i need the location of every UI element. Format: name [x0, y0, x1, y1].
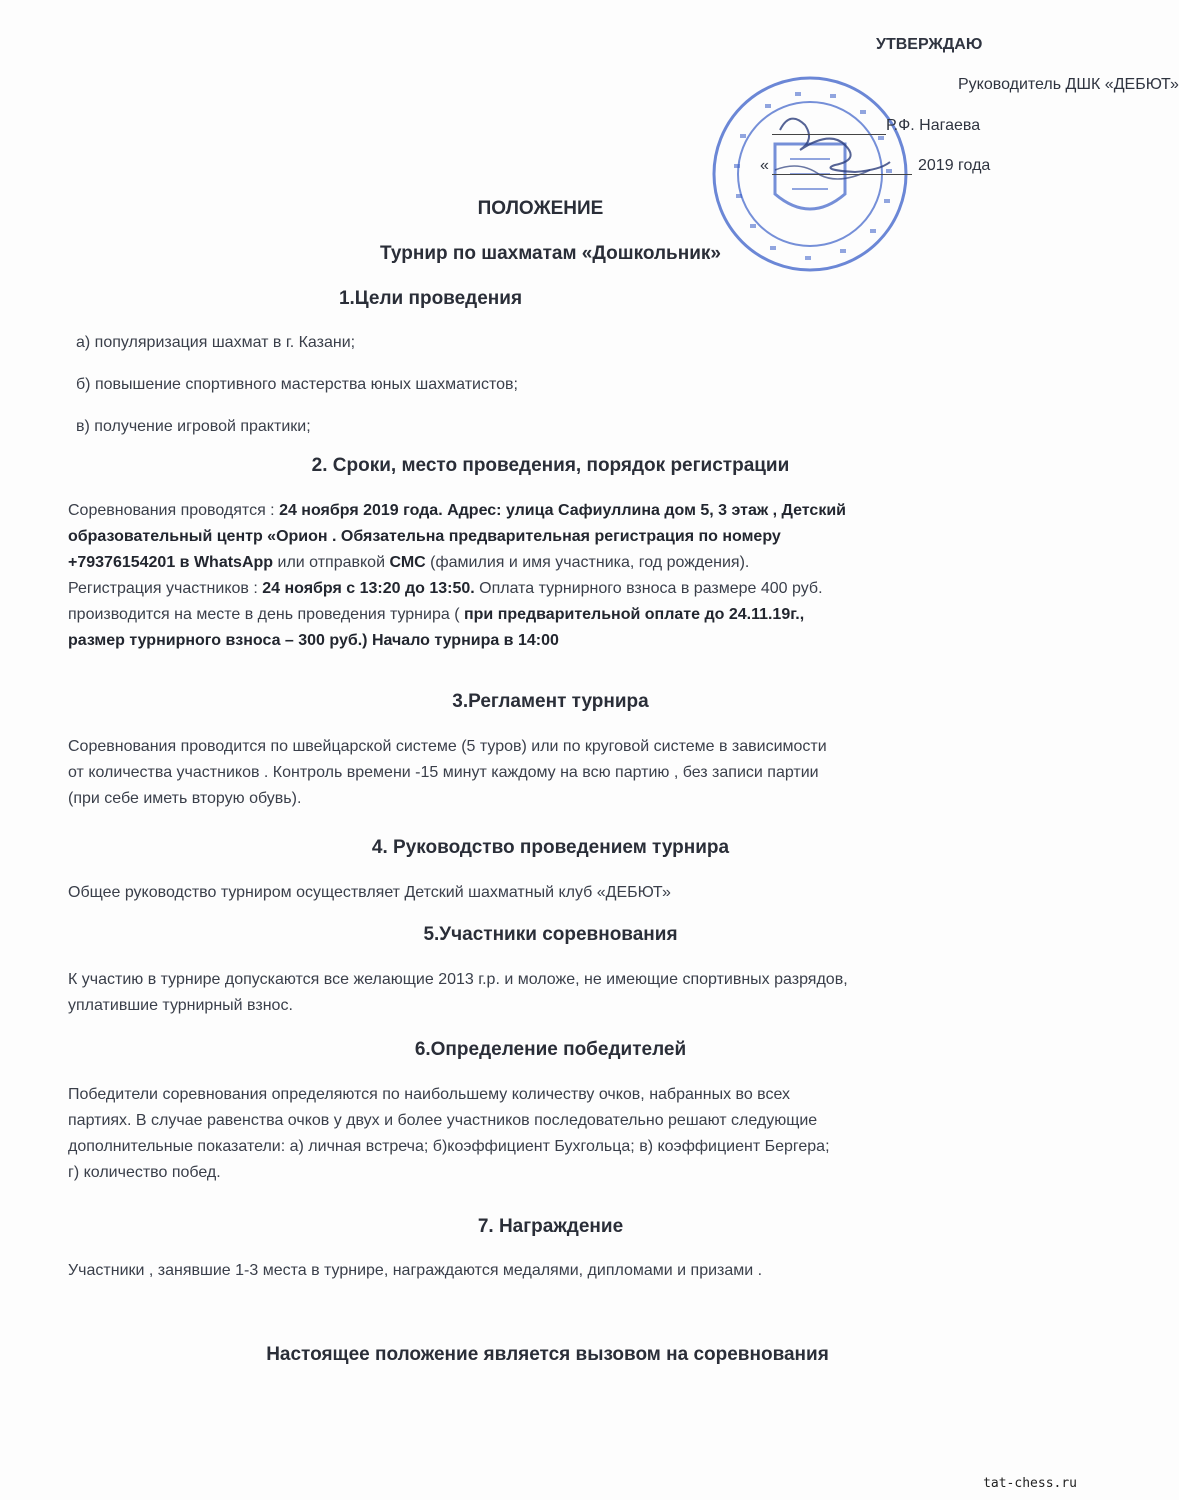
goal-item: а) популяризация шахмат в г. Казани; [76, 334, 356, 351]
text-line: Общее руководство турниром осуществляет Детский шахматный клуб «ДЕБЮТ» [68, 884, 671, 901]
section-1-body [76, 330, 1046, 440]
text-line: дополнительные показатели: а) личная встреча; б)коэффициент Бухгольца; в) коэффициент Бергера; [68, 1138, 830, 1155]
closing-statement: Настоящее положение является вызовом на соревнования [266, 1344, 829, 1365]
section-4-title: 4. Руководство проведением турнира [371, 837, 730, 858]
bold-span: 24 ноября с 13:20 до 13:50. [262, 580, 475, 597]
section-7-title: 7. Награждение [477, 1216, 624, 1237]
document-subtitle: Турнир по шахматам «Дошкольник» [380, 243, 721, 264]
approval-name: Р.Ф. Нагаева [886, 117, 981, 134]
section-1-title: 1.Цели проведения [338, 288, 523, 309]
document-title: ПОЛОЖЕНИЕ [477, 198, 604, 219]
text-line: партиях. В случае равенства очков у двух и более участников последовательно решают следующие [68, 1112, 818, 1129]
text-span: (фамилия и имя участника, год рождения). [425, 554, 750, 571]
bold-span: СМС [389, 554, 426, 571]
text-line: Победители соревнования определяются по наибольшему количеству очков, набранных во всех [68, 1086, 791, 1103]
approval-date-prefix: « [760, 157, 769, 174]
text-line: г) количество побед. [68, 1164, 221, 1181]
approval-position: Руководитель ДШК «ДЕБЮТ» [958, 76, 1179, 93]
text-line: Соревнования проводится по швейцарской системе (5 туров) или по круговой системе в зависимости [68, 738, 827, 755]
bold-span: 24 ноября 2019 года. Адрес: улица Сафиуллина дом 5, 3 этаж , Детский [279, 502, 846, 519]
watermark: tat-chess.ru [983, 1476, 1077, 1491]
approval-title: УТВЕРЖДАЮ [876, 36, 983, 53]
text-line: Участники , занявшие 1-3 места в турнире, награждаются медалями, дипломами и призами . [68, 1262, 763, 1279]
text-line: уплатившие турнирный взнос. [68, 997, 293, 1014]
section-6-title: 6.Определение победителей [414, 1039, 687, 1060]
section-2-body [68, 498, 1038, 654]
text-span: Регистрация участников : [68, 580, 263, 597]
signature-line [772, 134, 886, 135]
bold-span: размер турнирного взноса – 300 руб.) Начало турнира в 14:00 [68, 632, 559, 649]
date-line [772, 174, 912, 175]
signature-icon [760, 100, 900, 195]
bold-span: образовательный центр «Орион . Обязательна предварительная регистрация по номеру [68, 528, 781, 545]
section-6-body [68, 1082, 1038, 1186]
section-5-title: 5.Участники соревнования [423, 924, 678, 945]
section-4-body [68, 880, 1038, 906]
section-7-body [68, 1258, 1038, 1284]
text-span: Оплата турнирного взноса в размере 400 руб. [474, 580, 823, 597]
section-5-body [68, 967, 1038, 1019]
text-span: Соревнования проводятся : [68, 502, 280, 519]
text-span: производится на месте в день проведения турнира ( [68, 606, 464, 623]
section-3-body [68, 734, 1038, 812]
bold-span: при предварительной оплате до 24.11.19г., [463, 606, 805, 623]
section-3-title: 3.Регламент турнира [452, 691, 649, 712]
goal-item: в) получение игровой практики; [76, 418, 311, 435]
section-2-title: 2. Сроки, место проведения, порядок регистрации [311, 455, 790, 476]
text-span: или отправкой [273, 554, 390, 571]
approval-date-suffix: 2019 года [918, 157, 991, 174]
goal-item: б) повышение спортивного мастерства юных шахматистов; [76, 376, 518, 393]
text-line: К участию в турнире допускаются все желающие 2013 г.р. и моложе, не имеющие спортивных разрядов, [68, 971, 848, 988]
text-line: от количества участников . Контроль времени -15 минут каждому на всю партию , без записи партии [68, 764, 819, 781]
bold-span: +79376154201 в WhatsApp [68, 554, 274, 571]
text-line: (при себе иметь вторую обувь). [68, 790, 302, 807]
